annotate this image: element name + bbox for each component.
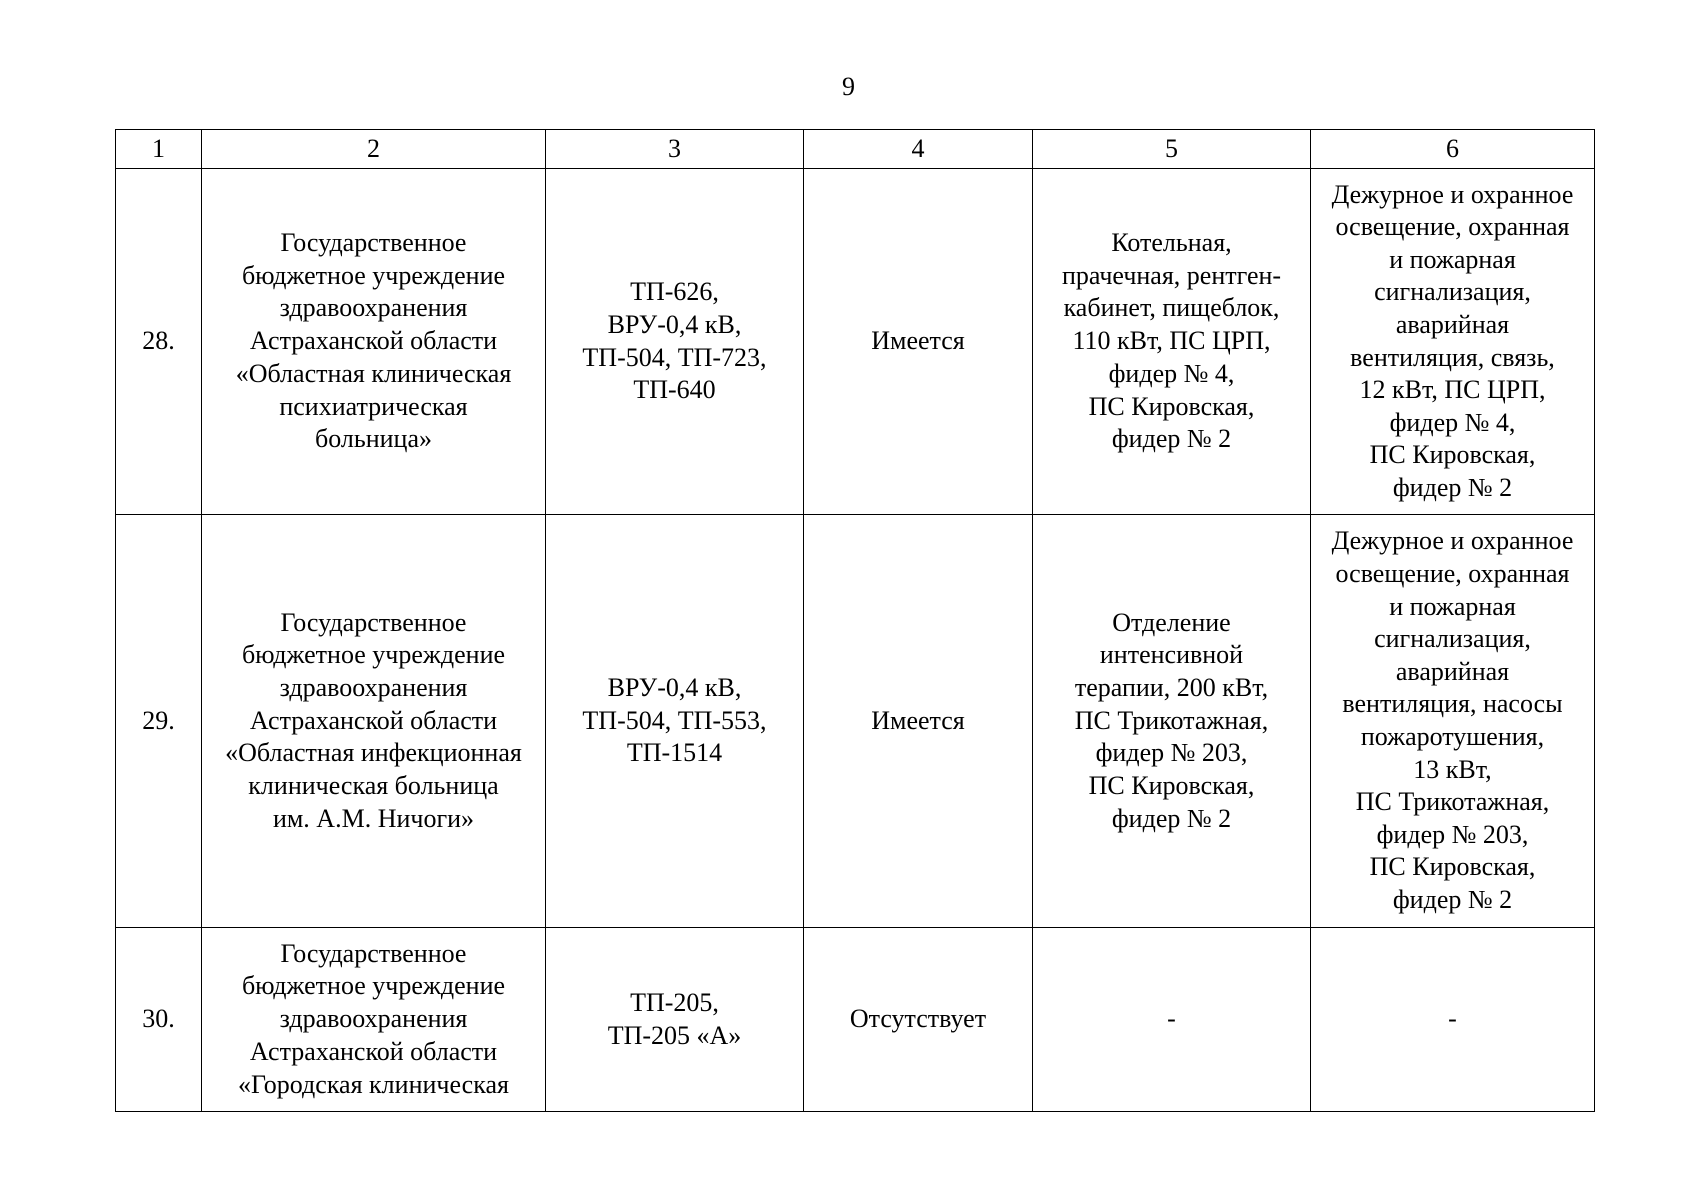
cell-text-line: ВРУ-0,4 кВ,	[607, 309, 742, 339]
table-header-row	[116, 130, 1595, 169]
cell-text-line: вентиляция, насосы	[1342, 689, 1563, 719]
cell-text-line: 13 кВт,	[1413, 754, 1492, 784]
cell-text-line: прачечная, рентген-	[1061, 260, 1282, 290]
cell-text-line: и пожарная	[1389, 244, 1516, 274]
cell-text-line: ТП-626,	[630, 277, 719, 307]
cell-text-line: ТП-205 «А»	[607, 1020, 742, 1050]
row-number-cell: 30.	[116, 928, 202, 1112]
cell-text-line: бюджетное учреждение	[241, 971, 506, 1001]
cell-text-line: фидер № 203,	[1376, 819, 1529, 849]
backup-status-cell: Отсутствует	[804, 928, 1033, 1112]
cell-text-line: освещение, охранная	[1335, 212, 1570, 242]
cell-text-line: ТП-640	[633, 375, 716, 405]
cell-text-line: им. А.М. Ничоги»	[272, 803, 475, 833]
cell-text-line: аварийная	[1395, 309, 1510, 339]
row-number-cell: 29.	[116, 515, 202, 928]
cell-text-line: фидер № 4,	[1108, 358, 1235, 388]
cell-text-line: сигнализация,	[1374, 277, 1531, 307]
emergency-loads-cell	[1311, 928, 1595, 1112]
cell-text-line: Дежурное и охранное	[1331, 526, 1574, 556]
cell-text-line: Государственное	[280, 938, 467, 968]
cell-text-line: здравоохранения	[279, 1004, 468, 1034]
cell-text-line: 12 кВт, ПС ЦРП,	[1359, 375, 1546, 405]
organization-cell	[202, 169, 546, 515]
header-cell: 6	[1311, 130, 1595, 169]
cell-text-line: аварийная	[1395, 656, 1510, 686]
power-sources-cell	[546, 515, 804, 928]
header-cell: 5	[1033, 130, 1311, 169]
power-sources-cell	[546, 169, 804, 515]
backup-status-cell: Имеется	[804, 169, 1033, 515]
cell-text-line: Дежурное и охранное	[1331, 179, 1574, 209]
consumers-cell	[1033, 928, 1311, 1112]
cell-text-line: ТП-205,	[630, 987, 719, 1017]
cell-text-line: больница»	[315, 424, 432, 454]
cell-text-line: ТП-504, ТП-553,	[582, 705, 767, 735]
cell-text-line: Отделение	[1112, 607, 1231, 637]
cell-text-line: ПС Кировская,	[1369, 852, 1536, 882]
backup-status-cell: Имеется	[804, 515, 1033, 928]
page-number: 9	[842, 72, 855, 101]
cell-text-line: фидер № 2	[1111, 424, 1232, 454]
cell-text-line: Астраханской области	[249, 705, 498, 735]
cell-text-line: ТП-1514	[626, 738, 723, 768]
cell-text-line: пожаротушения,	[1360, 722, 1545, 751]
cell-text-line: бюджетное учреждение	[241, 260, 506, 290]
emergency-loads-cell	[1311, 515, 1595, 928]
cell-text-line: Астраханской области	[249, 1036, 498, 1066]
cell-text-line: «Городская клиническая	[238, 1069, 509, 1099]
cell-text-line: «Областная инфекционная	[225, 738, 522, 768]
cell-text-line: ВРУ-0,4 кВ,	[607, 672, 742, 702]
header-cell: 2	[202, 130, 546, 169]
data-table	[115, 129, 1595, 1112]
cell-text-line: терапии, 200 кВт,	[1074, 672, 1269, 702]
cell-text-line: ПС Трикотажная,	[1074, 705, 1269, 735]
cell-text-line: кабинет, пищеблок,	[1063, 293, 1280, 323]
power-sources-cell	[546, 928, 804, 1112]
cell-text-line: ПС Кировская,	[1088, 771, 1255, 801]
cell-text-line: -	[1167, 1004, 1176, 1034]
cell-text-line: здравоохранения	[279, 293, 468, 323]
header-cell: 3	[546, 130, 804, 169]
cell-text-line: здравоохранения	[279, 672, 468, 702]
consumers-cell	[1033, 169, 1311, 515]
cell-text-line: фидер № 2	[1392, 884, 1513, 914]
row-number-cell: 28.	[116, 169, 202, 515]
cell-text-line: освещение, охранная	[1335, 559, 1570, 589]
cell-text-line: ПС Трикотажная,	[1355, 787, 1550, 817]
cell-text-line: вентиляция, связь,	[1350, 342, 1555, 372]
cell-text-line: бюджетное учреждение	[241, 640, 506, 670]
table-row	[116, 515, 1595, 928]
cell-text-line: Котельная,	[1111, 228, 1232, 258]
cell-text-line: сигнализация,	[1374, 624, 1531, 654]
header-cell: 1	[116, 130, 202, 169]
cell-text-line: Государственное	[280, 228, 467, 258]
cell-text-line: «Областная клиническая	[235, 358, 512, 388]
cell-text-line: ТП-504, ТП-723,	[582, 342, 767, 372]
cell-text-line: психиатрическая	[279, 391, 468, 421]
cell-text-line: и пожарная	[1389, 591, 1516, 621]
cell-text-line: фидер № 4,	[1389, 407, 1516, 437]
cell-text-line: фидер № 2	[1111, 803, 1232, 833]
cell-text-line: Астраханской области	[249, 326, 498, 356]
cell-text-line: 110 кВт, ПС ЦРП,	[1072, 326, 1271, 356]
cell-text-line: ПС Кировская,	[1088, 391, 1255, 421]
header-cell: 4	[804, 130, 1033, 169]
consumers-cell	[1033, 515, 1311, 928]
organization-cell	[202, 515, 546, 928]
organization-cell	[202, 928, 546, 1112]
cell-text-line: фидер № 2	[1392, 472, 1513, 502]
cell-text-line: интенсивной	[1099, 640, 1244, 670]
cell-text-line: фидер № 203,	[1095, 738, 1248, 768]
emergency-loads-cell	[1311, 169, 1595, 515]
cell-text-line: Государственное	[280, 607, 467, 637]
cell-text-line: -	[1448, 1004, 1457, 1034]
cell-text-line: клиническая больница	[248, 771, 499, 801]
table-row	[116, 169, 1595, 515]
table-row	[116, 928, 1595, 1112]
cell-text-line: ПС Кировская,	[1369, 440, 1536, 470]
